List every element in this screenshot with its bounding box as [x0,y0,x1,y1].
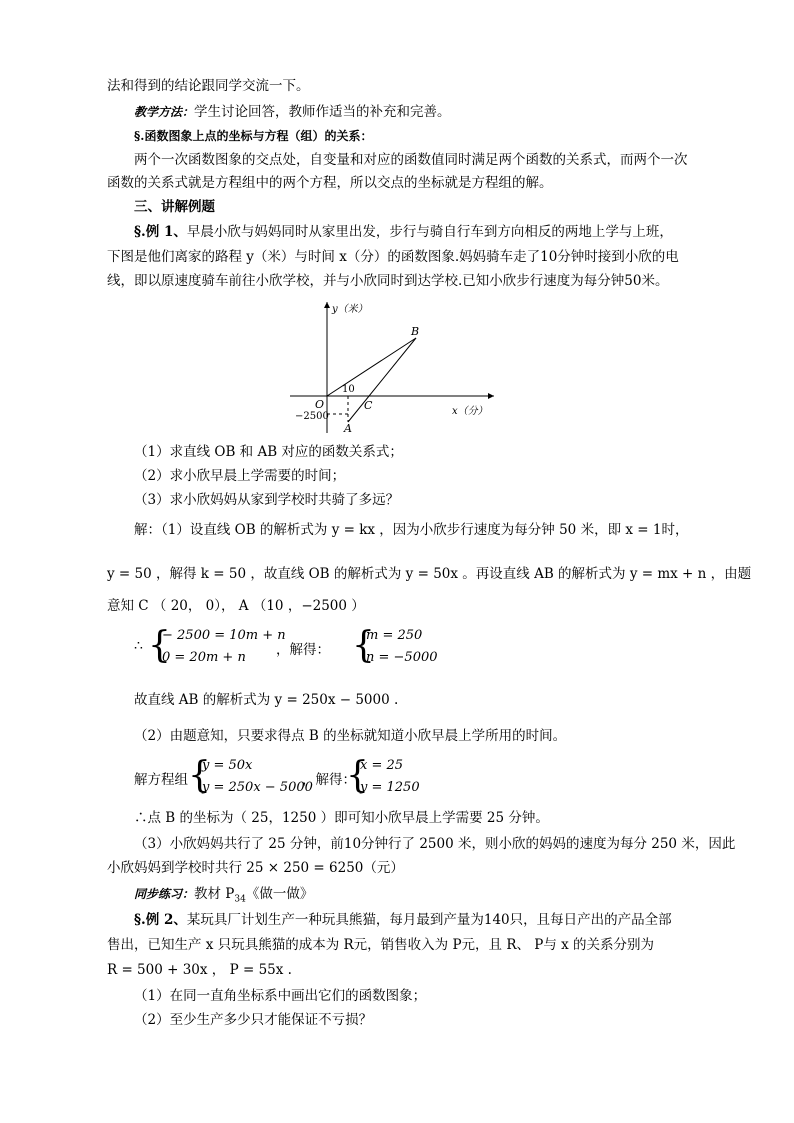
x-axis-label: x（分） [452,406,488,417]
solution-point-b: ∴点 B 的坐标为（ 25，1250 ）即可知小欣早晨上学需要 25 分钟。 [134,810,549,826]
equation-system-2 [134,756,534,802]
point-b-label: B [411,325,420,338]
example2-question2: （2）至少生产多少只才能保证不亏损？ [134,1012,373,1028]
therefore-symbol: ∴ [134,638,143,654]
example2-line1 [134,910,672,930]
para-relation-line1: 两个一次函数图象的交点处，自变量和对应的函数值同时满足两个函数的关系式，而两个一次 [134,152,688,168]
equation-system-1 [134,626,534,672]
solution-line4: 故直线 AB 的解析式为 y = 250x − 5000 . [134,692,399,708]
distance-time-graph [284,298,504,438]
example2-text-a: 某玩具厂计划生产一种玩具熊猫，每月最到产量为140只，且每日产出的产品全部 [186,912,672,928]
example2-label: §.例 2、 [134,912,187,928]
system2-prefix: 解方程组 [134,772,188,788]
tick-label-10: 10 [342,384,355,395]
para-relation-line2: 函数的关系式就是方程组中的两个方程，所以交点的坐标就是方程组的解。 [107,175,553,191]
brace-right: { [352,625,375,666]
brace-left-2: { [188,755,211,796]
point-c-label: C [364,399,373,412]
system1-solve-text: ，解得： [276,642,330,658]
practice-text: 教材 P [194,886,235,902]
practice-tail: 《做一做》 [245,886,314,902]
line-ab [348,338,416,422]
teaching-method-label: 教学方法： [134,105,195,119]
system1-sol-row2: n = −5000 [366,650,438,665]
solution-line3: 意知 C （ 20， 0）， A （10 ，−2500 ） [107,598,365,614]
teaching-method [134,102,451,122]
system2-row1: y = 50x [202,758,253,773]
practice-line [134,884,313,910]
system2-solve-text: ，解得： [302,772,356,788]
solution-part2: （2）由题意知，只要求得点 B 的坐标就知道小欣早晨上学所用的时间。 [134,728,567,744]
tick-label-neg2500: −2500 [295,411,329,422]
example1-label: §.例 1、 [134,224,187,240]
system2-sol-row2: y = 1250 [360,780,420,795]
point-a-label: A [344,422,352,435]
example1-line3: 线，即以原速度骑车前往小欣学校，并与小欣同时到达学校.已知小欣步行速度为每分钟50米。 [107,273,669,289]
system2-row2: y = 250x − 5000 [202,780,313,795]
example1-line1 [134,222,673,242]
system1-row2: 0 = 20m + n [162,650,246,665]
example2-line2: 售出，已知生产 x 只玩具熊猫的成本为 R元，销售收入为 P元，且 R、 P与 x 的关系分别为 [107,937,655,953]
teaching-method-text: 学生讨论回答，教师作适当的补充和完善。 [194,104,451,120]
section-title-examples: 三、讲解例题 [134,199,215,215]
brace-left: { [148,625,171,666]
solution-line2: y = 50 ，解得 k = 50 ，故直线 OB 的解析式为 y = 50x 。再设直线 AB 的解析式为 y = mx + n ，由题 [107,566,752,582]
question-2: （2）求小欣早晨上学需要的时间； [134,468,346,484]
example2-question1: （1）在同一直角坐标系中画出它们的函数图象； [134,988,427,1004]
brace-right-2: { [346,755,369,796]
system1-row1: − 2500 = 10m + n [162,628,286,643]
solution-line1: 解：（1）设直线 OB 的解析式为 y = kx ，因为小欣步行速度为每分钟 50 米，即 x = 1时， [134,522,689,538]
example1-line2: 下图是他们离家的路程 y（米）与时间 x（分）的函数图象.妈妈骑车走了10分钟时接到小欣的电 [107,249,679,265]
question-3: （3）求小欣妈妈从家到学校时共骑了多远？ [134,492,400,508]
system1-sol-row1: m = 250 [366,628,423,643]
example2-line3: R = 500 + 30x ， P = 55x . [107,962,292,978]
origin-label: O [315,398,325,411]
practice-subscript: 34 [234,894,246,905]
system2-sol-row1: x = 25 [360,758,404,773]
solution-part3-line2: 小欣妈妈到学校时共行 25 × 250 = 6250（元） [107,860,404,876]
y-axis-label: y（米） [332,304,368,315]
example1-text-a: 早晨小欣与妈妈同时从家里出发，步行与骑自行车到方向相反的两地上学与上班， [186,224,673,240]
para-intro-end: 法和得到的结论跟同学交流一下。 [107,78,310,94]
section-heading-relation: §.函数图象上点的坐标与方程（组）的关系： [134,129,373,143]
solution-part3-line1: （3）小欣妈妈共行了 25 分钟，前10分钟行了 2500 米，则小欣的妈妈的速度为每分 250 米，因此 [134,836,736,852]
practice-label: 同步练习： [134,887,195,901]
line-ob [327,338,416,396]
question-1: （1）求直线 OB 和 AB 对应的函数关系式； [134,444,403,460]
